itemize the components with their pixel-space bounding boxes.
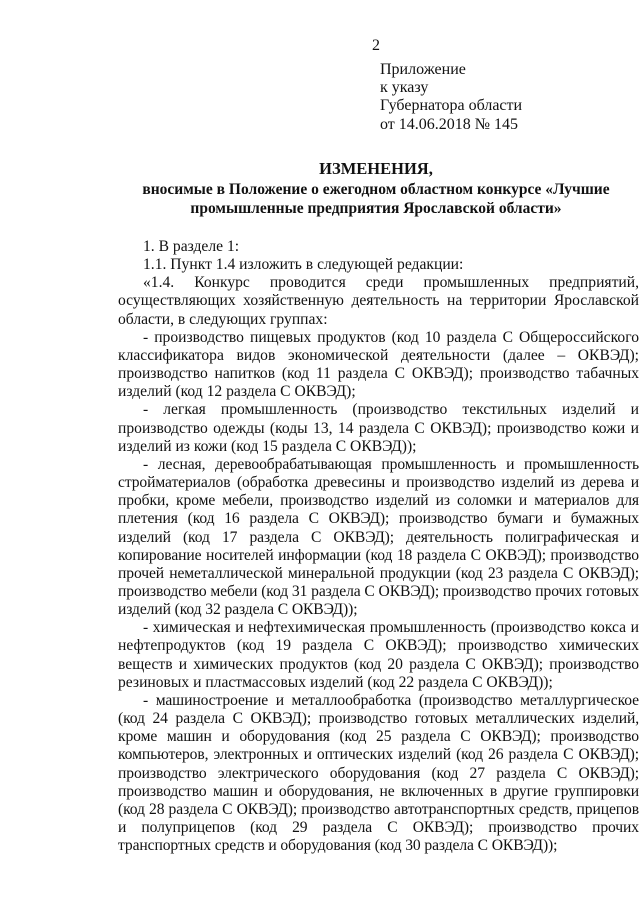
paragraph-chemical-group: - химическая и нефтехимическая промышленность (производство кокса и нефтепродуктов (код 19 раздела С ОКВЭД); производство химических веществ и химических продуктов (код 20 раздела С ОКВЭД); производство резиновых и пластмассовых изделий (код 22 раздела С ОКВЭД)); (118, 619, 639, 691)
paragraph-light-industry-group: - легкая промышленность (производство текстильных изделий и производство одежды (коды 13, 14 раздела С ОКВЭД); производство кожи и изделий из кожи (код 15 раздела С ОКВЭД)); (118, 401, 639, 455)
paragraph-forestry-group: - лесная, деревообрабатывающая промышленность и промышленность стройматериалов (обработка древесины и производство изделий из дерева и пробки, кроме мебели, производство изделий из соломки и материалов для плетения (код 16 раздела С ОКВЭД); производство бумаги и бумажных изделий (код 17 раздела С ОКВЭД); деятельность полиграфическая и копирование носителей информации (код 18 раздела С ОКВЭД); производство прочей неметаллической минеральной продукции (код 23 раздела С ОКВЭД); производство мебели (код 31 раздела С ОКВЭД); производство прочих готовых изделий (код 32 раздела С ОКВЭД)); (118, 455, 639, 619)
paragraph-item-1-1: 1.1. Пункт 1.4 изложить в следующей редакции: (143, 256, 464, 274)
appendix-line: Приложение (380, 61, 466, 78)
paragraph-machinery-group: - машиностроение и металлообработка (производство металлургическое (код 24 раздела С ОКВЭД); производство готовых металлических изделий, кроме машин и оборудования (код 25 раздела С ОКВЭД); производство компьютеров, электронных и оптических изделий (код 26 раздела С ОКВЭД); производство электрического оборудования (код 27 раздела С ОКВЭД); производство машин и оборудования, не включенных в другие группировки (код 28 раздела С ОКВЭД); производство автотранспортных средств, прицепов и полуприцепов (код 29 раздела С ОКВЭД); производство прочих транспортных средств и оборудования (код 30 раздела С ОКВЭД)); (118, 691, 639, 855)
page-number: 2 (372, 37, 380, 54)
document-title: ИЗМЕНЕНИЯ, (319, 159, 433, 178)
appendix-line: Губернатора области (380, 97, 523, 115)
paragraph-item-1-4: «1.4. Конкурс проводится среди промышленных предприятий, осуществляющих хозяйственную деятельность на территории Ярославской области, в следующих группах: (118, 274, 639, 328)
paragraph-section-1: 1. В разделе 1: (143, 238, 240, 255)
appendix-line: от 14.06.2018 № 145 (380, 115, 519, 133)
paragraph-food-group: - производство пищевых продуктов (код 10 раздела С Общероссийского классификатора видов экономической деятельности (далее – ОКВЭД); производство напитков (код 11 раздела С ОКВЭД); производство табачных изделий (код 12 раздела С ОКВЭД); (118, 328, 639, 401)
appendix-block (380, 61, 522, 134)
document-body (118, 238, 639, 855)
document-subtitle: вносимые в Положение о ежегодном областном конкурсе «Лучшие промышленные предприятия Ярославской области» (142, 181, 610, 217)
appendix-line: к указу (380, 79, 429, 97)
